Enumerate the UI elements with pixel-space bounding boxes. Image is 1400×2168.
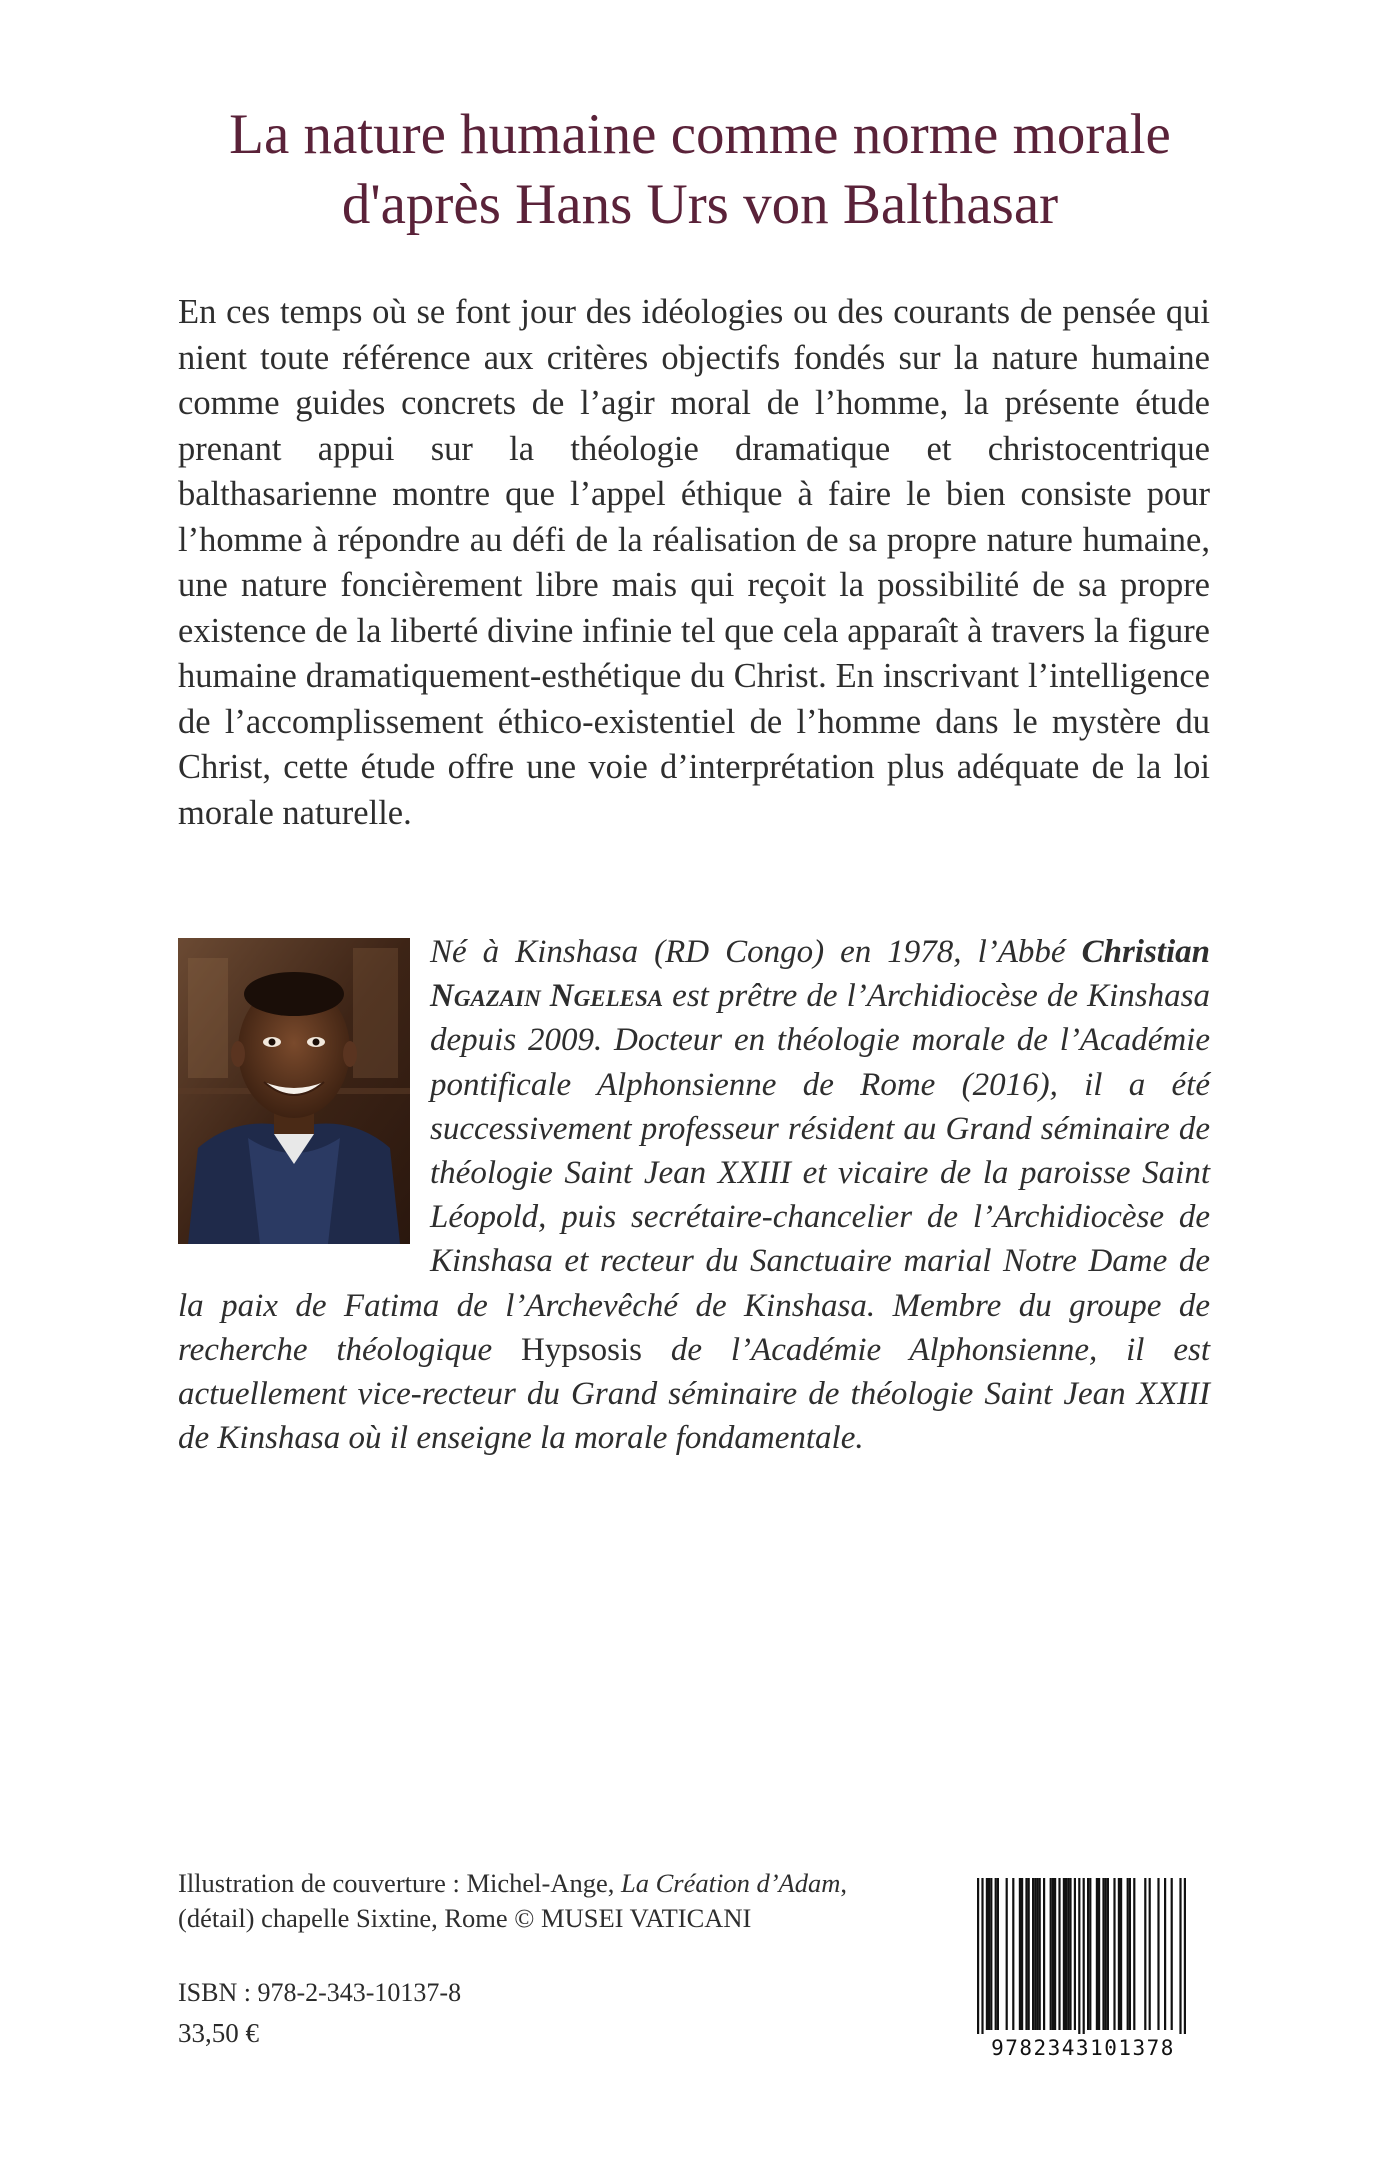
author-bio-intro: Né à Kinshasa (RD Congo) en 1978, l’Abbé [430, 934, 1082, 970]
barcode-bar [1083, 1878, 1085, 2038]
barcode-bar [1032, 1878, 1034, 2030]
barcode-bar [1043, 1878, 1045, 2030]
author-portrait-illustration [178, 938, 410, 1244]
book-title-line-1: La nature humaine comme norme morale [229, 103, 1171, 166]
barcode-bar [1157, 1878, 1159, 2030]
research-group-name: Hypsosis [520, 1331, 643, 1368]
barcode-bar [1179, 1878, 1181, 2038]
barcode-bar [1144, 1878, 1146, 2030]
barcode-bar [1039, 1878, 1041, 2030]
barcode-bar [1118, 1878, 1120, 2030]
barcode-bar [1025, 1878, 1027, 2030]
barcode-bar [1069, 1878, 1071, 2030]
barcode-bar [1149, 1878, 1151, 2030]
barcode-bar [1050, 1878, 1052, 2030]
barcode-bar [1089, 1878, 1091, 2030]
barcode-bar [1129, 1878, 1131, 2030]
barcode-digits: 9782343101378 [965, 2034, 1201, 2062]
author-bio-current: de l’Académie Alphonsienne, il est actuellement vice-recteur du Grand séminaire de théologie Saint Jean XXIII de Kinshasa où il enseigne la morale fondamentale. [178, 1331, 1210, 1457]
book-price: 33,50 € [178, 2018, 259, 2048]
barcode-bar [1096, 1878, 1098, 2030]
artwork-title: La Création d’Adam [621, 1868, 841, 1898]
barcode-bar [1127, 1878, 1129, 2030]
credit-prefix: Illustration de couverture : Michel-Ange, [178, 1868, 621, 1898]
barcode-bar [1074, 1878, 1076, 2030]
barcode-bar [1133, 1878, 1135, 2030]
barcode-bar [988, 1878, 990, 2030]
barcode-bar [1087, 1878, 1089, 2030]
barcode-bar [995, 1878, 997, 2030]
barcode-bar [1012, 1878, 1014, 2030]
barcode-bar [1036, 1878, 1038, 2030]
barcode [965, 1878, 1201, 2062]
barcode-bar [977, 1878, 979, 2038]
ean13-barcode-icon [965, 1878, 1201, 2038]
author-bio-career: est prêtre de l’Archidiocèse de Kinshasa depuis 2009. Docteur en théologie morale de l’Académie pontificale Alphonsienne de Rome (2016), il a été successivement professeur résident au Grand séminaire de théologie Saint Jean XXIII et vicaire de la paroisse Saint Léopold, puis secrétaire-chancelier de l’Archidiocèse de Kinshasa et recteur du Sanctuaire marial Notre Dame de la paix de Fatima de l’Archevêché de Kinshasa. Membre du groupe de recherche théologique [178, 978, 1210, 1368]
author-first-name: Christian [1081, 934, 1210, 970]
author-section [178, 930, 1210, 1460]
author-last-name: Ngazain Ngelesa [430, 978, 664, 1015]
credit-location: (détail) chapelle Sixtine, Rome © MUSEI VATICANI [178, 1903, 752, 1933]
credit-suffix: , [840, 1868, 847, 1898]
book-summary: En ces temps où se font jour des idéologies ou des courants de pensée qui nient toute référence aux critères objectifs fondés sur la nature humaine comme guides concrets de l’agir moral de l’homme, la présente étude prenant appui sur la théologie dramatique et christocentrique balthasarienne montre que l’appel éthique à faire le bien consiste pour l’homme à répondre au défi de la réalisation de sa propre nature humaine, une nature foncièrement libre mais qui reçoit la possibilité de sa propre existence de la liberté divine infinie tel que cela apparaît à travers la figure humaine dramatiquement-esthétique du Christ. En inscrivant l’intelligence de l’accomplissement éthico-existentiel de l’homme dans le mystère du Christ, cette étude offre une voie d’interprétation plus adéquate de la loi morale naturelle. [178, 293, 1210, 832]
cover-illustration-credit [178, 1866, 898, 1936]
barcode-bar [1120, 1878, 1122, 2030]
barcode-bar [990, 1878, 992, 2030]
barcode-bar [981, 1878, 983, 2038]
barcode-bar [1067, 1878, 1069, 2030]
author-portrait-photo [178, 938, 410, 1244]
barcode-bar [1098, 1878, 1100, 2030]
barcode-bar [1171, 1878, 1173, 2030]
barcode-bar [1021, 1878, 1023, 2030]
barcode-bar [1063, 1878, 1065, 2030]
barcode-bar [1184, 1878, 1186, 2038]
barcode-bar [1065, 1878, 1067, 2030]
barcode-bar [1164, 1878, 1166, 2030]
barcode-bar [1078, 1878, 1080, 2038]
barcode-bar [1054, 1878, 1056, 2030]
barcode-bar [1019, 1878, 1021, 2030]
barcode-bar [986, 1878, 988, 2030]
book-title [120, 100, 1280, 240]
barcode-bar [1102, 1878, 1104, 2030]
isbn-number: ISBN : 978-2-343-10137-8 [178, 1978, 462, 2007]
barcode-bar [1034, 1878, 1036, 2030]
book-title-line-2: d'après Hans Urs von Balthasar [341, 173, 1059, 236]
barcode-bar [1107, 1878, 1109, 2030]
barcode-bar [1052, 1878, 1054, 2030]
barcode-bar [997, 1878, 999, 2030]
barcode-bar [1028, 1878, 1030, 2030]
barcode-bar [1058, 1878, 1060, 2030]
barcode-bar [1113, 1878, 1115, 2030]
barcode-bar [1006, 1878, 1008, 2030]
barcode-bar [1105, 1878, 1107, 2030]
